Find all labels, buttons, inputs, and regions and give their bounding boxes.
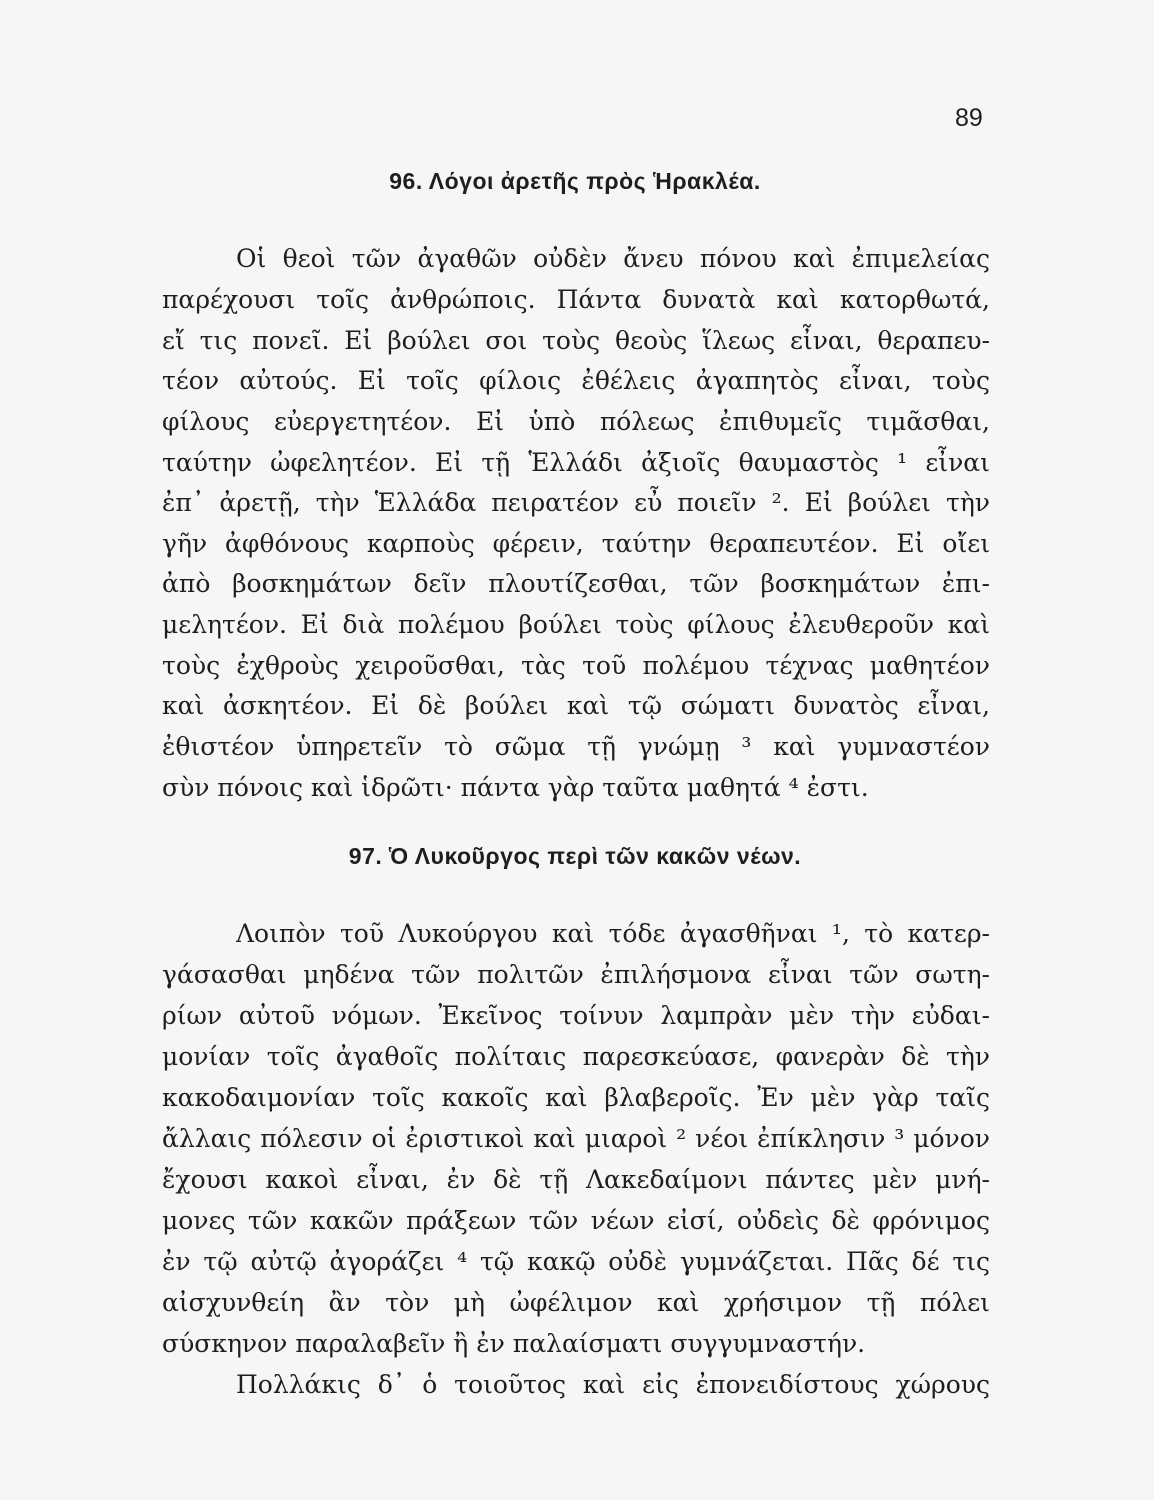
text-line: ταύτην ὠφελητέον. Εἰ τῇ Ἑλλάδι ἀξιοῖς θαυμαστὸς ¹ εἶναι — [162, 448, 990, 477]
text-line: κακοδαιμονίαν τοῖς κακοῖς καὶ βλαβεροῖς. Ἐν μὲν γὰρ ταῖς — [162, 1083, 990, 1112]
text-line: μελητέον. Εἰ διὰ πολέμου βούλει τοὺς φίλους ἐλευθεροῦν καὶ — [162, 610, 990, 639]
text-line: ρίων αὐτοῦ νόμων. Ἐκεῖνος τοίνυν λαμπρὰν μὲν τὴν εὐδαι- — [162, 1001, 990, 1030]
page-number: 89 — [955, 104, 983, 132]
text-line: Λοιπὸν τοῦ Λυκούργου καὶ τόδε ἀγασθῆναι ¹, τὸ κατερ- — [236, 919, 990, 948]
text-line: γῆν ἀφθόνους καρποὺς φέρειν, ταύτην θεραπευτέον. Εἰ οἴει — [162, 529, 990, 558]
text-line: σύσκηνον παραλαβεῖν ἢ ἐν παλαίσματι συγγυμναστήν. — [162, 1329, 866, 1358]
text-line: μονίαν τοῖς ἀγαθοῖς πολίταις παρεσκεύασε, φανερὰν δὲ τὴν — [162, 1042, 990, 1071]
text-line: τέον αὐτούς. Εἰ τοῖς φίλοις ἐθέλεις ἀγαπητὸς εἶναι, τοὺς — [162, 366, 990, 395]
text-line: παρέχουσι τοῖς ἀνθρώποις. Πάντα δυνατὰ καὶ κατορθωτά, — [162, 285, 990, 314]
text-line: μονες τῶν κακῶν πράξεων τῶν νέων εἰσί, οὐδεὶς δὲ φρόνιμος — [162, 1206, 990, 1235]
text-line: γάσασθαι μηδένα τῶν πολιτῶν ἐπιλήσμονα εἶναι τῶν σωτη- — [162, 960, 990, 989]
text-line: τοὺς ἐχθροὺς χειροῦσθαι, τὰς τοῦ πολέμου τέχνας μαθητέον — [162, 651, 990, 680]
text-line: αἰσχυνθείη ἂν τὸν μὴ ὠφέλιμον καὶ χρήσιμον τῇ πόλει — [162, 1288, 990, 1317]
section-96-title: 96. Λόγοι ἀρετῆς πρὸς Ἡρακλέα. — [389, 168, 761, 194]
text-line: Πολλάκις δ᾽ ὁ τοιοῦτος καὶ εἰς ἐπονειδίστους χώρους — [236, 1370, 990, 1399]
text-line: ἐπ᾽ ἀρετῇ, τὴν Ἑλλάδα πειρατέον εὖ ποιεῖν ². Εἰ βούλει τὴν — [162, 488, 990, 517]
text-line: ἔχουσι κακοὶ εἶναι, ἐν δὲ τῇ Λακεδαίμονι πάντες μὲν μνή- — [162, 1165, 990, 1194]
text-line: ἀπὸ βοσκημάτων δεῖν πλουτίζεσθαι, τῶν βοσκημάτων ἐπι- — [162, 569, 990, 598]
text-line: ἐθιστέον ὑπηρετεῖν τὸ σῶμα τῇ γνώμῃ ³ καὶ γυμναστέον — [162, 732, 990, 761]
text-line: ἄλλαις πόλεσιν οἱ ἐριστικοὶ καὶ μιαροὶ ² νέοι ἐπίκλησιν ³ μόνον — [162, 1124, 990, 1153]
text-line: σὺν πόνοις καὶ ἱδρῶτι· πάντα γὰρ ταῦτα μαθητά ⁴ ἐστι. — [162, 773, 869, 802]
text-line: εἴ τις πονεῖ. Εἰ βούλει σοι τοὺς θεοὺς ἵλεως εἶναι, θεραπευ- — [162, 326, 990, 355]
text-line: φίλους εὐεργετητέον. Εἰ ὑπὸ πόλεως ἐπιθυμεῖς τιμᾶσθαι, — [162, 407, 990, 436]
text-line: ἐν τῷ αὐτῷ ἀγοράζει ⁴ τῷ κακῷ οὐδὲ γυμνάζεται. Πᾶς δέ τις — [162, 1247, 990, 1276]
text-line: καὶ ἀσκητέον. Εἰ δὲ βούλει καὶ τῷ σώματι δυνατὸς εἶναι, — [162, 691, 990, 720]
text-line: Οἱ θεοὶ τῶν ἀγαθῶν οὐδὲν ἄνευ πόνου καὶ ἐπιμελείας — [236, 244, 990, 273]
section-97-title: 97. Ὁ Λυκοῦργος περὶ τῶν κακῶν νέων. — [348, 843, 802, 869]
